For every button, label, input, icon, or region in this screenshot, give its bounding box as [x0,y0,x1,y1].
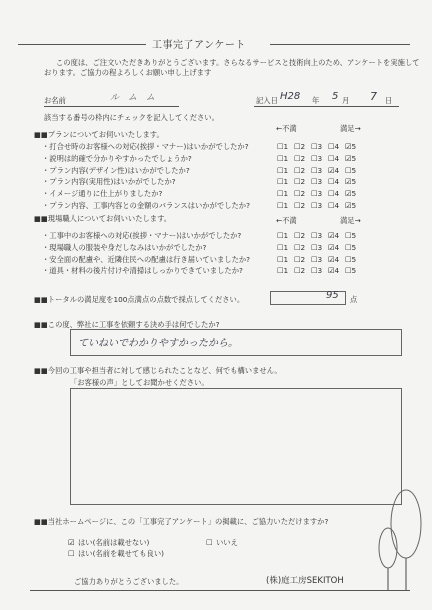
checkbox-icon: ☐ [277,231,284,240]
option-label: 3 [317,153,323,163]
checkbox-icon: ☐ [311,177,318,187]
section2-q3-option-5[interactable] [345,255,356,264]
checkbox-icon: ☐ [277,142,284,151]
section1-q4-option-4[interactable] [328,177,339,186]
section3-heading: ■■トータルの満足度を100点満点の点数で採点してください。 [34,295,245,304]
date-year-unit: 年 [312,96,320,105]
checkbox-yes-named[interactable]: ☐ [68,549,75,558]
section1-q4-option-2[interactable] [294,177,305,186]
option-no-label: いいえ [216,538,238,547]
checkbox-icon: ☐ [311,254,318,264]
option-label: 5 [351,142,357,151]
section1-q6-option-5[interactable] [345,201,356,210]
checkbox-icon: ☐ [294,189,301,199]
section1-q6-option-1[interactable] [277,201,288,210]
scale-low-1: ←不満 [276,124,297,133]
section1-question-5: ・イメージ通りに仕上がりましたか? [42,189,163,199]
section1-question-1: ・打合せ時のお客様への対応(挨拶・マナー)はいかがでしたか? [42,142,249,151]
section2-q2-option-3[interactable] [311,243,322,252]
option-label: 4 [334,242,340,252]
section1-q1-option-3[interactable] [311,142,322,151]
section4-heading: ■■この度、弊社に工事を依頼する決め手は何でしたか? [34,320,220,329]
checkbox-icon: ☐ [345,231,352,240]
option-label: 5 [351,254,357,264]
section1-q5-option-4[interactable] [328,189,339,198]
checkbox-icon: ☐ [294,254,301,264]
section1-q5-option-3[interactable] [311,189,322,198]
option-label: 3 [317,142,323,151]
option-label: 3 [317,266,323,276]
intro-line-2: おります。ご協力の程よろしくお願い申し上げます [44,68,212,77]
section2-q2-option-5[interactable] [345,243,356,252]
reason-answer: ていねいでわかりやすかったから。 [78,338,238,349]
section5-heading: ■■今回の工事や担当者に対して感じられたことなど、何でも構いません。 [34,366,282,375]
option-label: 1 [283,153,289,163]
checkbox-icon: ☑ [345,142,352,151]
checkbox-icon: ☑ [345,153,352,163]
section1-q1-option-5[interactable] [345,142,356,151]
checkbox-icon: ☐ [277,242,284,252]
option-label: 1 [283,201,289,210]
section2-q4-option-4[interactable] [328,266,339,275]
checkbox-icon: ☐ [294,142,301,151]
checkbox-icon: ☑ [345,201,352,210]
checkbox-icon: ☐ [328,189,335,199]
option-label: 2 [300,242,306,252]
section2-q1-option-3[interactable] [311,231,322,240]
section2-q4-option-2[interactable] [294,266,305,275]
option-label: 3 [317,189,323,199]
option-label: 4 [334,142,340,151]
section1-q2-option-3[interactable] [311,154,322,163]
section1-q3-option-2[interactable] [294,166,305,175]
checkbox-icon: ☑ [328,165,335,175]
checkbox-icon: ☐ [345,266,352,276]
option-label: 1 [283,266,289,276]
section1-q1-option-4[interactable] [328,142,339,151]
checkbox-icon: ☐ [345,165,352,175]
option-label: 3 [317,242,323,252]
section2-question-2: ・現場職人の服装や身だしなみはいかがでしたか? [42,242,207,252]
section1-q2-option-1[interactable] [277,154,288,163]
option-label: 5 [351,177,357,187]
voice-box[interactable] [70,388,402,505]
option-label: 4 [334,153,340,163]
section1-question-4: ・プラン内容(実用性)はいかがでしたか? [42,177,176,187]
checkbox-icon: ☑ [328,231,335,240]
section1-q1-option-1[interactable] [277,142,288,151]
section2-q4-option-3[interactable] [311,266,322,275]
checkbox-icon: ☐ [345,242,352,252]
option-label: 4 [334,201,340,210]
checkbox-icon: ☑ [345,177,352,187]
section2-question-1: ・工事中のお客様への対応(挨拶・マナー)はいかがでしたか? [42,231,242,240]
checkbox-icon: ☐ [311,142,318,151]
scale-high-1: 満足→ [340,124,361,133]
section2-q4-option-1[interactable] [277,266,288,275]
section2-q2-option-4[interactable] [328,243,339,252]
checkbox-icon: ☐ [311,266,318,276]
section1-q5-option-2[interactable] [294,189,305,198]
option-label: 5 [351,189,357,199]
checkbox-icon: ☑ [328,266,335,276]
checkbox-icon: ☐ [294,177,301,187]
checkbox-icon: ☐ [311,231,318,240]
checkbox-icon: ☐ [345,254,352,264]
option-label: 2 [300,189,306,199]
option-label: 2 [300,177,306,187]
checkbox-icon: ☐ [277,189,284,199]
checkbox-icon: ☐ [277,201,284,210]
section2-q3-option-2[interactable] [294,255,305,264]
checkbox-no[interactable]: ☐ [206,538,213,547]
date-underline [254,106,399,107]
checkbox-icon: ☐ [277,165,284,175]
section1-q3-option-5[interactable] [345,166,356,175]
section1-q4-option-1[interactable] [277,177,288,186]
instruction: 該当する番号の枠内にチェックを記入してください。 [44,113,219,122]
checkbox-icon: ☑ [328,254,335,264]
section1-q6-option-2[interactable] [294,201,305,210]
option-label: 5 [351,231,357,240]
option-label: 4 [334,266,340,276]
section2-q2-option-2[interactable] [294,243,305,252]
section5-sublabel: 「お客様の声」としてお聞かせください。 [70,378,209,387]
section1-q6-option-3[interactable] [311,201,322,210]
option-label: 4 [334,254,340,264]
section1-q2-option-4[interactable] [328,154,339,163]
option-label: 3 [317,254,323,264]
option-label: 3 [317,165,323,175]
footer-thanks: ご協力ありがとうございました。 [74,577,184,586]
scale-high-2: 満足→ [340,216,361,225]
option-label: 5 [351,201,357,210]
footer-company: (株)庭工房SEKITOH [266,576,344,586]
section1-q1-option-2[interactable] [294,142,305,151]
score-value: 95 [326,290,339,301]
option-label: 5 [351,153,357,163]
checkbox-icon: ☐ [311,189,318,199]
section1-q2-option-5[interactable] [345,154,356,163]
section1-q3-option-3[interactable] [311,166,322,175]
option-label: 3 [317,201,323,210]
section2-heading: ■■現場職人についてお伺いいたします。 [34,214,172,223]
option-label: 2 [300,254,306,264]
option-label: 1 [283,242,289,252]
page-title: 工事完了アンケート [152,40,246,51]
section2-question-4: ・道具・材料の後片付けや清掃はしっかりできていましたか? [42,266,243,276]
section1-q4-option-5[interactable] [345,177,356,186]
checkbox-icon: ☐ [328,142,335,151]
section2-q1-option-5[interactable] [345,231,356,240]
section1-q2-option-2[interactable] [294,154,305,163]
option-label: 2 [300,266,306,276]
checkbox-icon: ☐ [294,201,301,210]
score-unit: 点 [350,295,358,304]
date-month-unit: 月 [342,96,350,105]
option-label: 1 [283,189,289,199]
checkbox-icon: ☐ [294,266,301,276]
section2-q1-option-4[interactable] [328,231,339,240]
section2-q3-option-1[interactable] [277,255,288,264]
section2-q3-option-4[interactable] [328,255,339,264]
checkbox-icon: ☑ [345,189,352,199]
option-label: 2 [300,153,306,163]
checkbox-icon: ☐ [328,201,335,210]
option-label: 5 [351,165,357,175]
option-label: 2 [300,201,306,210]
checkbox-icon: ☐ [311,153,318,163]
date-day-unit: 日 [385,96,393,105]
intro-line-1: この度は、ご注文いただきありがとうございます。さらなるサービスと技術向上のため、アンケートを実施して [56,58,420,67]
option-label: 1 [283,177,289,187]
checkbox-icon: ☐ [277,266,284,276]
option-label: 5 [351,266,357,276]
option-label: 4 [334,165,340,175]
section1-q5-option-5[interactable] [345,189,356,198]
checkbox-icon: ☐ [277,177,284,187]
tree-illustration [376,486,426,592]
option-yes-named-label: はい(名前を載せても良い) [78,549,164,558]
option-label: 1 [283,254,289,264]
option-label: 1 [283,165,289,175]
section1-q3-option-1[interactable] [277,166,288,175]
checkbox-icon: ☐ [294,153,301,163]
section1-q3-option-4[interactable] [328,166,339,175]
checkbox-icon: ☐ [311,201,318,210]
option-label: 4 [334,177,340,187]
option-label: 3 [317,177,323,187]
option-label: 3 [317,231,323,240]
section1-question-2: ・説明は的確で分かりやすかったでしょうか? [42,153,192,163]
option-label: 5 [351,242,357,252]
date-label: 記入日 [256,96,278,105]
option-label: 2 [300,142,306,151]
footer-rule [30,590,410,591]
section6-heading: ■■当社ホームページに、この「工事完了アンケート」の掲載に、ご協力いただけますか? [34,517,329,526]
section1-question-6: ・プラン内容、工事内容との金額のバランスはいかがでしたか? [42,201,250,210]
title-rule-right [270,44,410,45]
option-label: 1 [283,231,289,240]
section2-q2-option-1[interactable] [277,243,288,252]
section2-q1-option-2[interactable] [294,231,305,240]
title-rule-left [18,44,146,45]
option-label: 2 [300,231,306,240]
checkbox-icon: ☐ [277,153,284,163]
name-value: ル ム ム [110,93,158,103]
section1-q4-option-3[interactable] [311,177,322,186]
checkbox-icon: ☐ [328,153,335,163]
section1-q5-option-1[interactable] [277,189,288,198]
scale-low-2: ←不満 [276,216,297,225]
section1-q6-option-4[interactable] [328,201,339,210]
section2-q3-option-3[interactable] [311,255,322,264]
date-month: 5 [332,91,339,102]
date-day: 7 [370,90,377,103]
section1-question-3: ・プラン内容(デザイン性)はいかがでしたか? [42,165,190,175]
section2-q4-option-5[interactable] [345,266,356,275]
checkbox-icon: ☐ [328,177,335,187]
date-year: H28 [280,91,301,102]
option-label: 4 [334,231,340,240]
checkbox-icon: ☐ [311,242,318,252]
checkbox-icon: ☐ [294,165,301,175]
option-label: 2 [300,165,306,175]
section1-heading: ■■プランについてお伺いいたします。 [34,130,164,139]
option-yes-anon-label: はい(名前は載せない) [78,538,150,547]
checkbox-icon: ☐ [294,242,301,252]
section2-question-3: ・安全面の配慮や、近隣住民への配慮は行き届いていましたか? [42,254,251,264]
checkbox-icon: ☐ [277,254,284,264]
checkbox-icon: ☐ [311,165,318,175]
option-label: 1 [283,142,289,151]
checkbox-yes-anon[interactable]: ☑ [68,538,75,547]
checkbox-icon: ☑ [328,242,335,252]
checkbox-icon: ☐ [294,231,301,240]
option-label: 4 [334,189,340,199]
name-label: お名前 [44,96,66,105]
section2-q1-option-1[interactable] [277,231,288,240]
name-underline [44,106,179,107]
